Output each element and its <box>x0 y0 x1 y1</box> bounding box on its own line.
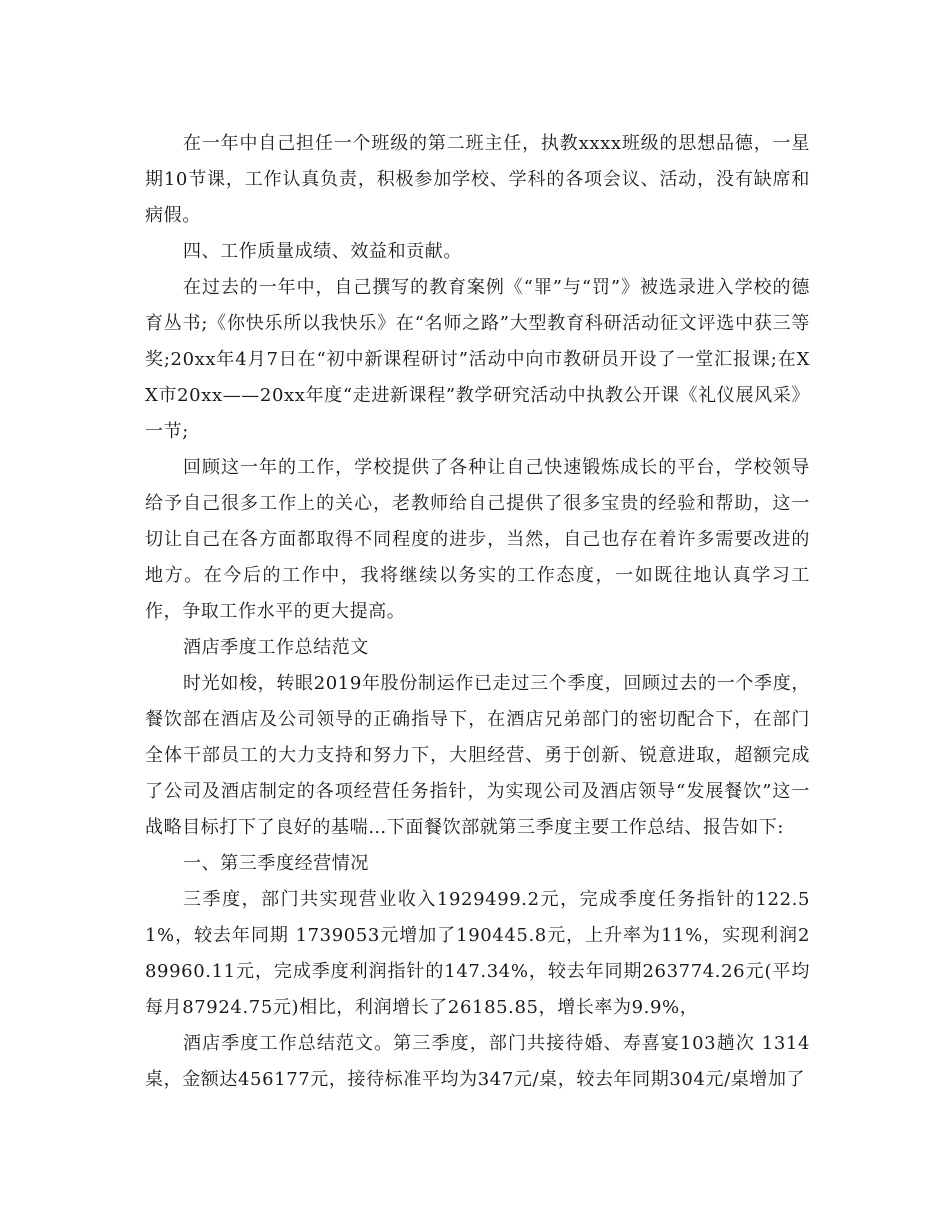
section-heading: 一、第三季度经营情况 <box>183 853 369 874</box>
document-title: 酒店季度工作总结范文 <box>183 637 369 658</box>
paragraph: 回顾这一年的工作，学校提供了各种让自己快速锻炼成长的平台，学校领导给予自己很多工作上的关心，老教师给自己提供了很多宝贵的经验和帮助，这一切让自己在各方面都取得不同程度的进步，当然，自己也存在着许多需要改进的地方。在今后的工作中，我将继续以务实的工作态度，一如既往地认真学习工作，争取工作水平的更大提高。 <box>145 457 810 622</box>
paragraph: 在过去的一年中，自己撰写的教育案例《“罪”与“罚”》被选录进入学校的德育丛书;《你快乐所以我快乐》在“名师之路”大型教育科研活动征文评选中获三等奖;20xx年4月7日在“初中新课程研讨”活动中向市教研员开设了一堂汇报课;在XX市20xx——20xx年度“走进新课程”教学研究活动中执教公开课《礼仪展风采》一节; <box>145 277 810 442</box>
paragraph: 时光如梭，转眼2019年股份制运作已走过三个季度，回顾过去的一个季度，餐饮部在酒店及公司领导的正确指导下，在酒店兄弟部门的密切配合下，在部门全体干部员工的大力支持和努力下，大胆经营、勇于创新、锐意进取，超额完成了公司及酒店制定的各项经营任务指针，为实现公司及酒店领导“发展餐饮”这一战略目标打下了良好的基喘…下面餐饮部就第三季度主要工作总结、报告如下: <box>145 673 810 838</box>
document-body <box>145 126 810 1098</box>
paragraph: 三季度，部门共实现营业收入1929499.2元，完成季度任务指针的122.51%，较去年同期 1739053元增加了190445.8元，上升率为11%，实现利润289960.11元，完成季度利润指针的147.34%，较去年同期263774.26元(平均每月87924.75元)相比，利润增长了26185.85，增长率为9.9%， <box>145 889 810 1018</box>
paragraph: 酒店季度工作总结范文。第三季度，部门共接待婚、寿喜宴103趟次 1314桌，金额达456177元，接待标准平均为347元/桌，较去年同期304元/桌增加了 <box>145 1033 810 1090</box>
section-heading: 四、工作质量成绩、效益和贡献。 <box>183 241 462 262</box>
paragraph: 在一年中自己担任一个班级的第二班主任，执教xxxx班级的思想品德，一星期10节课，工作认真负责，积极参加学校、学科的各项会议、活动，没有缺席和病假。 <box>145 133 810 226</box>
